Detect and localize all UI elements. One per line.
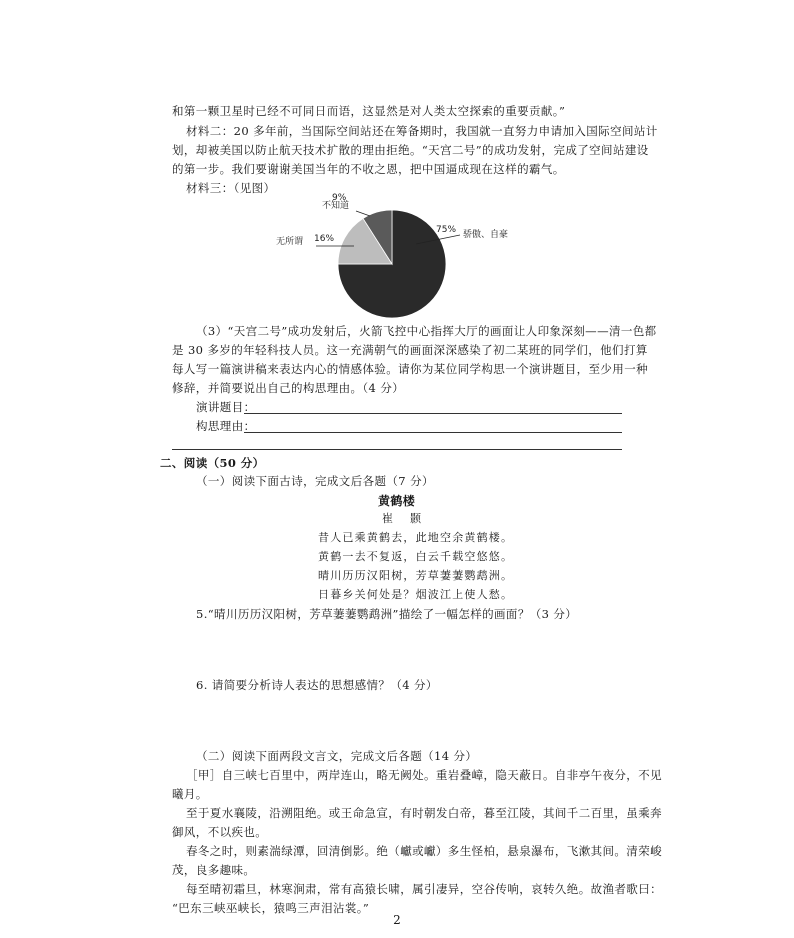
- poem-line-1: 昔人已乘黄鹤去，此地空余黄鹤楼。: [318, 531, 514, 544]
- pie-value-label-2: 16%: [314, 234, 335, 244]
- material3-label: 材料三：（见图）: [186, 181, 276, 195]
- poem-author: 崔 颢: [382, 512, 424, 525]
- material2-line-1: 材料二：20 多年前，当国际空间站还在筹备期时，我国就一直努力申请加入国际空间站计: [186, 124, 658, 138]
- poem-title: 黄鹤楼: [378, 494, 416, 508]
- passage-line-4: 御风，不以疾也。: [172, 825, 268, 839]
- pie-leader-line-3: [356, 211, 370, 216]
- poem-line-4: 日暮乡关何处是？烟波江上使人愁。: [318, 588, 514, 601]
- passage-line-7: 每至晴初霜旦，林寒涧肃，常有高猿长啸，属引凄异，空谷传响，哀转久绝。故渔者歌曰：: [186, 882, 662, 896]
- passage-line-2: 曦月。: [172, 787, 208, 801]
- pie-slices: [338, 210, 446, 318]
- speech-reason-answer-line-2[interactable]: [172, 449, 622, 450]
- part2-intro: （二）阅读下面两段文言文，完成文后各题（14 分）: [196, 749, 478, 763]
- speech-title-label: 演讲题目：: [196, 400, 256, 414]
- passage-line-8: “巴东三峡巫峡长，猿鸣三声泪沾裳。”: [172, 901, 370, 915]
- speech-title-answer-line[interactable]: [244, 413, 622, 414]
- question5: 5.“晴川历历汉阳树，芳草萋萋鹦鹉洲”描绘了一幅怎样的画面？（3 分）: [196, 607, 578, 621]
- page-number: 2: [393, 913, 401, 927]
- pie-chart: [260, 186, 520, 326]
- pie-value-label-3: 9%: [332, 193, 347, 203]
- passage-line-3: 至于夏水襄陵，沿溯阻绝。或王命急宣，有时朝发白帝，暮至江陵，其间千二百里，虽乘奔: [186, 806, 662, 820]
- material2-line-3: 的第一步。我们要谢谢美国当年的不收之恩，把中国逼成现在这样的霸气。: [172, 162, 565, 176]
- question3-line-1: （3）“天宫二号”成功发射后，火箭飞控中心指挥大厅的画面让人印象深刻——清一色都: [196, 324, 657, 338]
- passage-line-1: ［甲］自三峡七百里中，两岸连山，略无阙处。重岩叠嶂，隐天蔽日。自非亭午夜分，不见: [186, 768, 662, 782]
- speech-reason-label: 构思理由：: [196, 419, 256, 433]
- passage-line-5: 春冬之时，则素湍绿潭，回清倒影。绝（巘或巘）多生怪柏，悬泉瀑布，飞漱其间。清荣峻: [186, 844, 662, 858]
- question3-line-2: 是 30 多岁的年轻科技人员。这一充满朝气的画面深深感染了初二某班的同学们，他们打算: [172, 343, 648, 357]
- pie-category-label-3: 不知道: [322, 201, 350, 211]
- pie-category-label-1: 骄傲、自豪: [463, 230, 509, 240]
- pie-value-label-1: 75%: [436, 225, 457, 235]
- question6: 6. 请简要分析诗人表达的思想感情？（4 分）: [196, 678, 438, 692]
- part1-intro: （一）阅读下面古诗，完成文后各题（7 分）: [196, 474, 434, 488]
- question3-line-4: 修辞，并简要说出自己的构思理由。（4 分）: [172, 381, 405, 395]
- pie-category-label-2: 无所谓: [276, 237, 304, 247]
- question3-line-3: 每人写一篇演讲稿来表达内心的情感体验。请你为某位同学构思一个演讲题目，至少用一种: [172, 362, 648, 376]
- material2-line-2: 划，却被美国以防止航天技术扩散的理由拒绝。“天宫二号”的成功发射，完成了空间站建设: [172, 143, 649, 157]
- passage-line-6: 茂，良多趣味。: [172, 863, 256, 877]
- speech-reason-answer-line-1[interactable]: [244, 432, 622, 433]
- poem-line-2: 黄鹤一去不复返，白云千载空悠悠。: [318, 550, 514, 563]
- poem-line-3: 晴川历历汉阳树，芳草萋萋鹦鹉洲。: [318, 569, 514, 582]
- material1-tail: 和第一颗卫星时已经不可同日而语，这显然是对人类太空探索的重要贡献。”: [172, 104, 566, 118]
- section2-heading: 二、阅读（50 分）: [160, 456, 265, 470]
